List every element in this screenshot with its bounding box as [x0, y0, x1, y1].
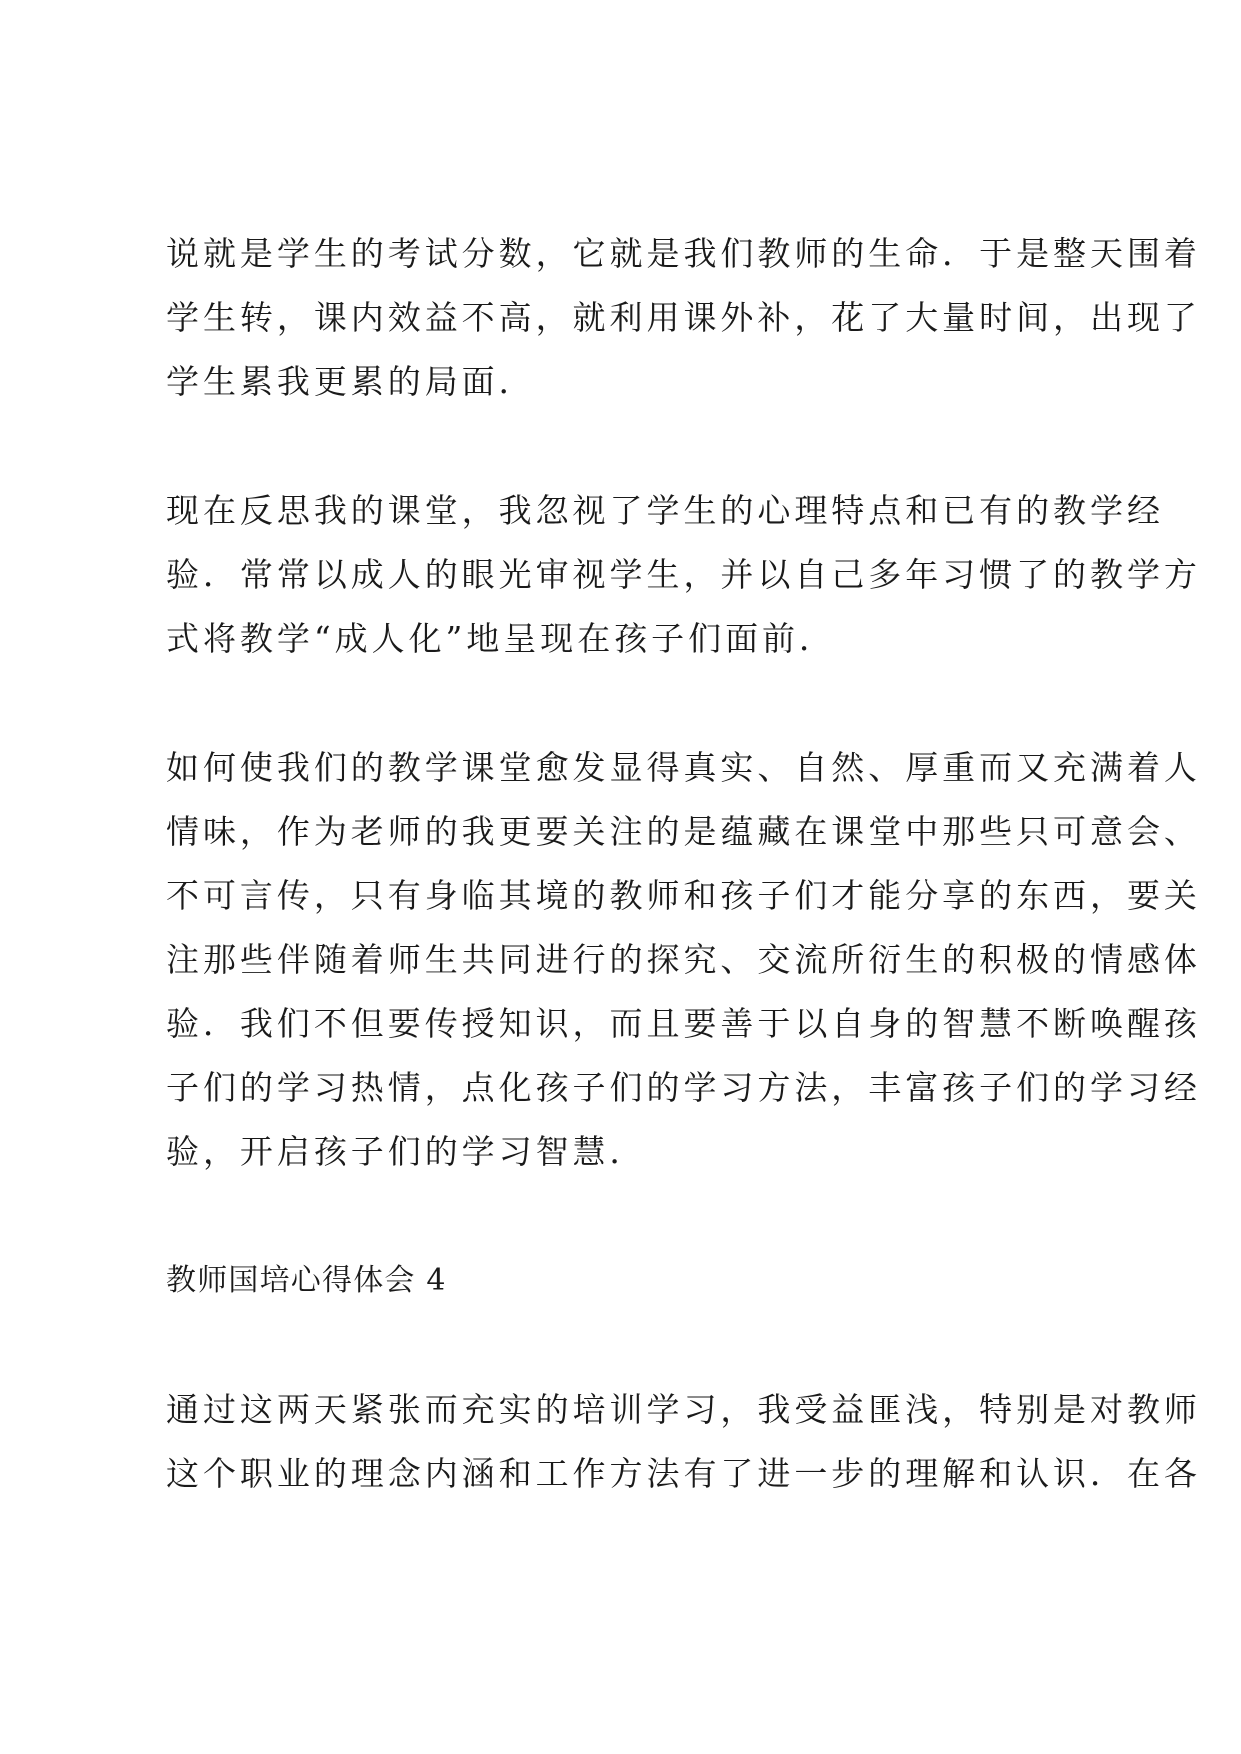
- paragraph-line: 情味，作为老师的我更要关注的是蕴藏在课堂中那些只可意会、: [166, 812, 1201, 851]
- paragraph-1: [166, 222, 1201, 414]
- paragraph-line: 学生转，课内效益不高，就利用课外补，花了大量时间，出现了: [166, 298, 1201, 337]
- paragraph-line: 现在反思我的课堂，我忽视了学生的心理特点和已有的教学经: [166, 491, 1164, 530]
- paragraph-line: 验．常常以成人的眼光审视学生，并以自己多年习惯了的教学方: [166, 555, 1201, 594]
- paragraph-line: 说就是学生的考试分数，它就是我们教师的生命．于是整天围着: [166, 234, 1201, 273]
- paragraph-line: 这个职业的理念内涵和工作方法有了进一步的理解和认识．在各: [166, 1454, 1201, 1493]
- paragraph-line: 子们的学习热情，点化孩子们的学习方法，丰富孩子们的学习经: [166, 1068, 1201, 1107]
- paragraph-line: 验．我们不但要传授知识，而且要善于以自身的智慧不断唤醒孩: [166, 1004, 1201, 1043]
- paragraph-line: 验，开启孩子们的学习智慧．: [166, 1132, 647, 1171]
- paragraph-2: [166, 479, 1201, 671]
- document-body: [166, 222, 1201, 1571]
- paragraph-line: 不可言传，只有身临其境的教师和孩子们才能分享的东西，要关: [166, 876, 1201, 915]
- section-heading: 教师国培心得体会 4: [166, 1263, 447, 1298]
- paragraph-line: 通过这两天紧张而充实的培训学习，我受益匪浅，特别是对教师: [166, 1390, 1201, 1429]
- paragraph-3: [166, 736, 1201, 1184]
- paragraph-4: [166, 1378, 1201, 1506]
- paragraph-line: 式将教学“成人化”地呈现在孩子们面前．: [166, 619, 836, 658]
- paragraph-line: 注那些伴随着师生共同进行的探究、交流所衍生的积极的情感体: [166, 940, 1201, 979]
- paragraph-line: 如何使我们的教学课堂愈发显得真实、自然、厚重而又充满着人: [166, 748, 1201, 787]
- paragraph-line: 学生累我更累的局面．: [166, 362, 536, 401]
